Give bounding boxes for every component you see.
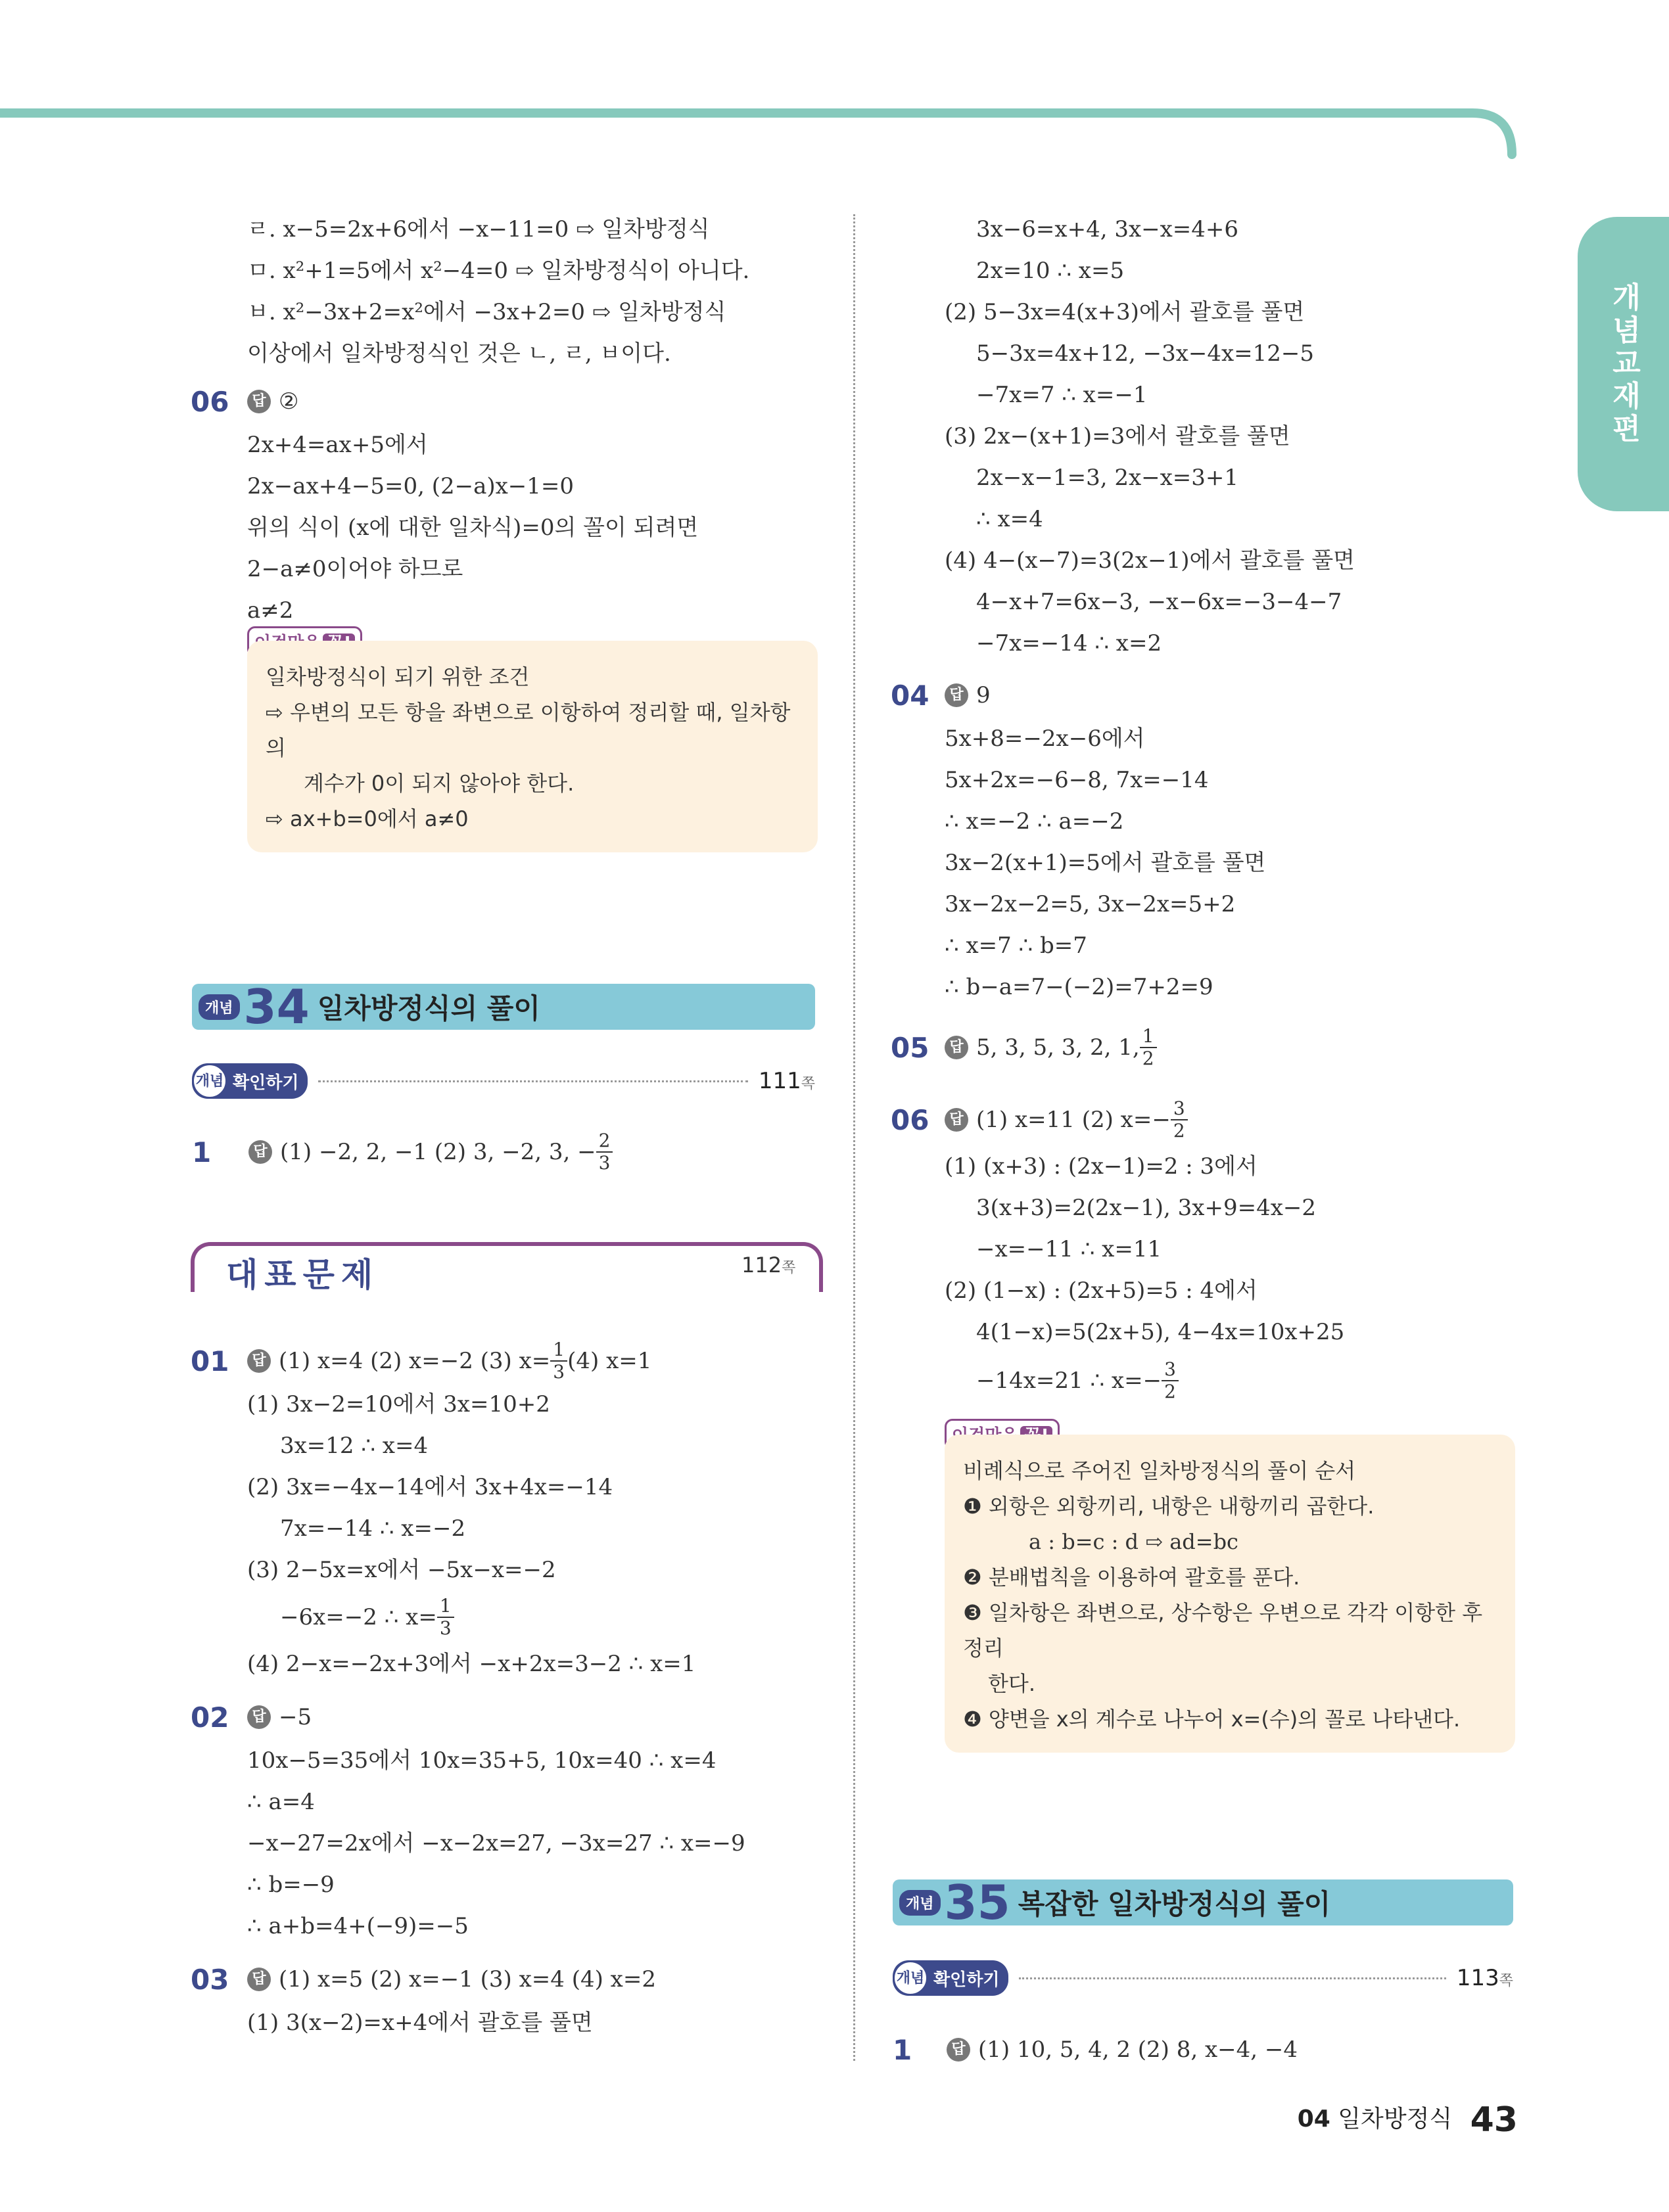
check-circle: 개념 xyxy=(192,1063,227,1099)
problem-number: 06 xyxy=(191,385,229,418)
right-column xyxy=(891,209,1522,1753)
page-footer xyxy=(1298,2100,1518,2140)
page-reference xyxy=(759,1068,815,1094)
solution-line: (1) (x+3) : (2x−1)=2 : 3에서 xyxy=(945,1153,1258,1180)
solution-line: (2) 5−3x=4(x+3)에서 괄호를 풀면 xyxy=(945,299,1305,325)
answer-text: −5 xyxy=(279,1704,312,1730)
fraction-numerator: 3 xyxy=(1171,1098,1188,1120)
tip-line: ⇨ 우변의 모든 항을 좌변으로 이항하여 정리할 때, 일차항의 xyxy=(266,700,791,760)
solution-line: 3(x+3)=2(2x−1), 3x+9=4x−2 xyxy=(976,1195,1316,1221)
solution-line: 5x+2x=−6−8, 7x=−14 xyxy=(945,767,1209,793)
solution-text: −6x=−2 ∴ x= xyxy=(280,1603,437,1630)
tip-box-1 xyxy=(247,641,818,852)
solution-line: ∴ x=4 xyxy=(976,506,1043,532)
page-ref-unit: 쪽 xyxy=(782,1260,796,1276)
solution-line: 3x−6=x+4, 3x−x=4+6 xyxy=(976,216,1239,242)
answer-icon: 답 xyxy=(945,1108,968,1132)
fraction-denominator: 2 xyxy=(1142,1048,1154,1069)
concept-number: 34 xyxy=(243,979,310,1034)
tip-line: ❸ 일차항은 좌변으로, 상수항은 우변으로 각각 이항한 후 정리 xyxy=(963,1600,1483,1661)
side-section-tab xyxy=(1578,217,1669,511)
solution-line: −7x=7 ∴ x=−1 xyxy=(976,382,1148,408)
fraction-denominator: 3 xyxy=(553,1361,565,1383)
tip-line: ❶ 외항은 외항끼리, 내항은 내항끼리 곱한다. xyxy=(963,1494,1375,1519)
solution-line: 2x=10 ∴ x=5 xyxy=(976,258,1125,284)
fraction-numerator: 1 xyxy=(550,1339,567,1362)
answer-text: (1) x=11 (2) x=− xyxy=(976,1107,1171,1133)
fraction xyxy=(437,1596,454,1639)
intro-line: ㅂ. x²−3x+2=x²에서 −3x+2=0 ⇨ 일차방정식 xyxy=(247,299,726,325)
solution-line: 4−x+7=6x−3, −x−6x=−3−4−7 xyxy=(976,589,1342,615)
solution-line: 10x−5=35에서 10x=35+5, 10x=40 ∴ x=4 xyxy=(247,1747,717,1774)
fraction-denominator: 3 xyxy=(598,1152,611,1174)
answer-icon: 답 xyxy=(248,1140,272,1164)
concept-34-check-row xyxy=(192,1058,815,1104)
fraction xyxy=(1162,1359,1179,1402)
solution-line: a≠2 xyxy=(247,597,294,624)
solution-line: (3) 2x−(x+1)=3에서 괄호를 풀면 xyxy=(945,423,1290,449)
fraction-denominator: 2 xyxy=(1173,1120,1185,1141)
answer-text: (4) x=1 xyxy=(567,1348,652,1374)
solution-text: −14x=21 ∴ x=− xyxy=(976,1367,1162,1394)
page-ref-number: 111 xyxy=(758,1068,801,1094)
answer-icon: 답 xyxy=(247,1705,271,1729)
concept-35-q1 xyxy=(893,2027,1298,2073)
answer-text: (1) x=5 (2) x=−1 (3) x=4 (4) x=2 xyxy=(279,1966,656,1993)
dotted-leader xyxy=(318,1080,747,1082)
rep-page-reference xyxy=(736,1253,801,1278)
tip-box-2 xyxy=(945,1435,1515,1753)
solution-line: (2) 3x=−4x−14에서 3x+4x=−14 xyxy=(247,1474,613,1500)
fraction-numerator: 2 xyxy=(596,1130,613,1153)
solution-line: 7x=−14 ∴ x=−2 xyxy=(280,1515,466,1542)
concept-34-q1 xyxy=(192,1129,613,1175)
check-badge xyxy=(192,1063,308,1099)
check-badge xyxy=(893,1960,1008,1996)
tip-line: ⇨ ax+b=0에서 a≠0 xyxy=(266,806,469,831)
problem-06b-header xyxy=(891,1094,1522,1146)
solution-line: (4) 2−x=−2x+3에서 −x+2x=3−2 ∴ x=1 xyxy=(247,1651,696,1677)
top-decoration-bar xyxy=(0,0,1669,171)
solution-line: ∴ x=7 ∴ b=7 xyxy=(945,933,1087,959)
solution-line: −x=−11 ∴ x=11 xyxy=(976,1236,1162,1262)
fraction-numerator: 3 xyxy=(1162,1359,1179,1381)
answer-text: ② xyxy=(279,388,299,415)
solution-line: (1) 3x−2=10에서 3x=10+2 xyxy=(247,1391,550,1417)
tip-line: 계수가 0이 되지 않아야 한다. xyxy=(304,771,575,796)
problem-number: 02 xyxy=(191,1701,229,1734)
answer-icon: 답 xyxy=(945,683,968,707)
column-divider xyxy=(853,214,855,2061)
answer-icon: 답 xyxy=(247,1968,271,1991)
problem-01-header xyxy=(191,1338,822,1384)
answer-text: 5, 3, 5, 3, 2, 1, xyxy=(976,1034,1140,1061)
tip-box-2-wrap xyxy=(945,1435,1515,1753)
fraction-denominator: 2 xyxy=(1164,1381,1176,1402)
intro-line: ㅁ. x²+1=5에서 x²−4=0 ⇨ 일차방정식이 아니다. xyxy=(247,258,750,284)
problem-number: 05 xyxy=(891,1031,929,1064)
problem-number: 04 xyxy=(891,679,929,712)
problem-05-header xyxy=(891,1021,1522,1074)
tip-line: 일차방정식이 되기 위한 조건 xyxy=(266,664,530,689)
answer-icon: 답 xyxy=(247,1349,271,1373)
concept-badge: 개념 xyxy=(899,1890,941,1916)
answer-text: (1) 10, 5, 4, 2 (2) 8, x−4, −4 xyxy=(978,2037,1298,2063)
concept-35-check-row xyxy=(893,1955,1513,2001)
page-ref-number: 113 xyxy=(1456,1965,1499,1991)
fraction-numerator: 1 xyxy=(437,1596,454,1618)
solution-line xyxy=(891,1353,1522,1408)
fraction xyxy=(1140,1026,1157,1069)
left-column-lower xyxy=(191,1334,822,2044)
side-tab-label: 개념교재편 xyxy=(1607,282,1641,446)
problem-number: 01 xyxy=(191,1345,229,1377)
solution-line: ∴ a+b=4+(−9)=−5 xyxy=(247,1913,469,1939)
solution-line: 2x+4=ax+5에서 xyxy=(247,432,428,458)
answer-icon: 답 xyxy=(247,390,271,413)
rep-problems-title: 대표문제 xyxy=(217,1249,388,1296)
solution-line: 3x=12 ∴ x=4 xyxy=(280,1433,429,1459)
fraction xyxy=(1171,1098,1188,1141)
fraction xyxy=(550,1339,567,1383)
solution-line: ∴ b=−9 xyxy=(247,1872,335,1898)
solution-line: −x−27=2x에서 −x−2x=27, −3x=27 ∴ x=−9 xyxy=(247,1830,745,1856)
chapter-title: 일차방정식 xyxy=(1338,2106,1453,2132)
answer-text: (1) x=4 (2) x=−2 (3) x= xyxy=(279,1348,551,1374)
problem-number: 03 xyxy=(191,1963,229,1996)
page-number: 43 xyxy=(1470,2100,1518,2140)
tip-line: 한다. xyxy=(988,1671,1035,1696)
solution-line: 5−3x=4x+12, −3x−4x=12−5 xyxy=(976,340,1315,367)
fraction-numerator: 1 xyxy=(1140,1026,1157,1048)
dotted-leader xyxy=(1019,1977,1446,1979)
page-reference xyxy=(1457,1965,1513,1991)
solution-line: (2) (1−x) : (2x+5)=5 : 4에서 xyxy=(945,1278,1258,1304)
problem-02-header xyxy=(191,1694,822,1740)
solution-line: 5x+8=−2x−6에서 xyxy=(945,726,1145,752)
tip-line: ❷ 분배법칙을 이용하여 괄호를 푼다. xyxy=(963,1565,1300,1590)
solution-line: 3x−2(x+1)=5에서 괄호를 풀면 xyxy=(945,850,1266,876)
problem-number: 1 xyxy=(893,2033,912,2066)
intro-line: ㄹ. x−5=2x+6에서 −x−11=0 ⇨ 일차방정식 xyxy=(247,216,710,242)
intro-line: 이상에서 일차방정식인 것은 ㄴ, ㄹ, ㅂ이다. xyxy=(247,340,671,367)
solution-line: 4(1−x)=5(2x+5), 4−4x=10x+25 xyxy=(976,1319,1345,1345)
solution-line: −7x=−14 ∴ x=2 xyxy=(976,630,1162,657)
chapter-number: 04 xyxy=(1297,2106,1330,2132)
fraction-denominator: 3 xyxy=(439,1617,452,1639)
tip-line: 비례식으로 주어진 일차방정식의 풀이 순서 xyxy=(963,1458,1356,1483)
page-ref-unit: 쪽 xyxy=(801,1076,815,1092)
solution-line: 3x−2x−2=5, 3x−2x=5+2 xyxy=(945,891,1236,917)
check-label: 확인하기 xyxy=(233,1072,299,1093)
concept-title: 복잡한 일차방정식의 풀이 xyxy=(1018,1888,1331,1920)
check-label: 확인하기 xyxy=(933,1970,1000,1990)
solution-line: ∴ x=−2 ∴ a=−2 xyxy=(945,808,1124,835)
problem-number: 1 xyxy=(192,1136,212,1168)
concept-badge: 개념 xyxy=(199,994,240,1020)
solution-line: 2x−ax+4−5=0, (2−a)x−1=0 xyxy=(247,473,575,499)
page-ref-unit: 쪽 xyxy=(1499,1973,1513,1989)
problem-03-header xyxy=(191,1956,822,2002)
tip-box-1-wrap xyxy=(247,641,818,852)
concept-title: 일차방정식의 풀이 xyxy=(317,992,540,1025)
problem-number: 06 xyxy=(891,1103,929,1136)
answer-text: (1) −2, 2, −1 (2) 3, −2, 3, − xyxy=(280,1139,596,1165)
solution-line: (4) 4−(x−7)=3(2x−1)에서 괄호를 풀면 xyxy=(945,547,1355,574)
solution-line: (1) 3(x−2)=x+4에서 괄호를 풀면 xyxy=(247,2010,593,2036)
solution-line xyxy=(191,1591,822,1644)
concept-34-bar xyxy=(192,979,815,1034)
answer-icon: 답 xyxy=(945,1036,968,1059)
check-circle: 개념 xyxy=(893,1960,928,1996)
solution-line: ∴ a=4 xyxy=(247,1789,315,1815)
solution-line: 위의 식이 (x에 대한 일차식)=0의 꼴이 되려면 xyxy=(247,515,699,541)
concept-35-bar xyxy=(893,1875,1513,1930)
left-column xyxy=(191,209,822,852)
tip-line: a : b=c : d ⇨ ad=bc xyxy=(1029,1529,1238,1554)
solution-line: (3) 2−5x=x에서 −5x−x=−2 xyxy=(247,1557,556,1583)
solution-line: 2x−x−1=3, 2x−x=3+1 xyxy=(976,465,1239,491)
fraction xyxy=(596,1130,613,1174)
tip-line: ❹ 양변을 x의 계수로 나누어 x=(수)의 꼴로 나타낸다. xyxy=(963,1707,1461,1732)
problem-06-header xyxy=(191,379,822,425)
concept-number: 35 xyxy=(944,1875,1010,1930)
answer-text: 9 xyxy=(976,682,991,708)
answer-icon: 답 xyxy=(947,2038,970,2062)
page-ref-number: 112 xyxy=(741,1253,782,1278)
solution-line: 2−a≠0이어야 하므로 xyxy=(247,556,463,582)
solution-line: ∴ b−a=7−(−2)=7+2=9 xyxy=(945,974,1213,1000)
problem-04-header xyxy=(891,672,1522,718)
